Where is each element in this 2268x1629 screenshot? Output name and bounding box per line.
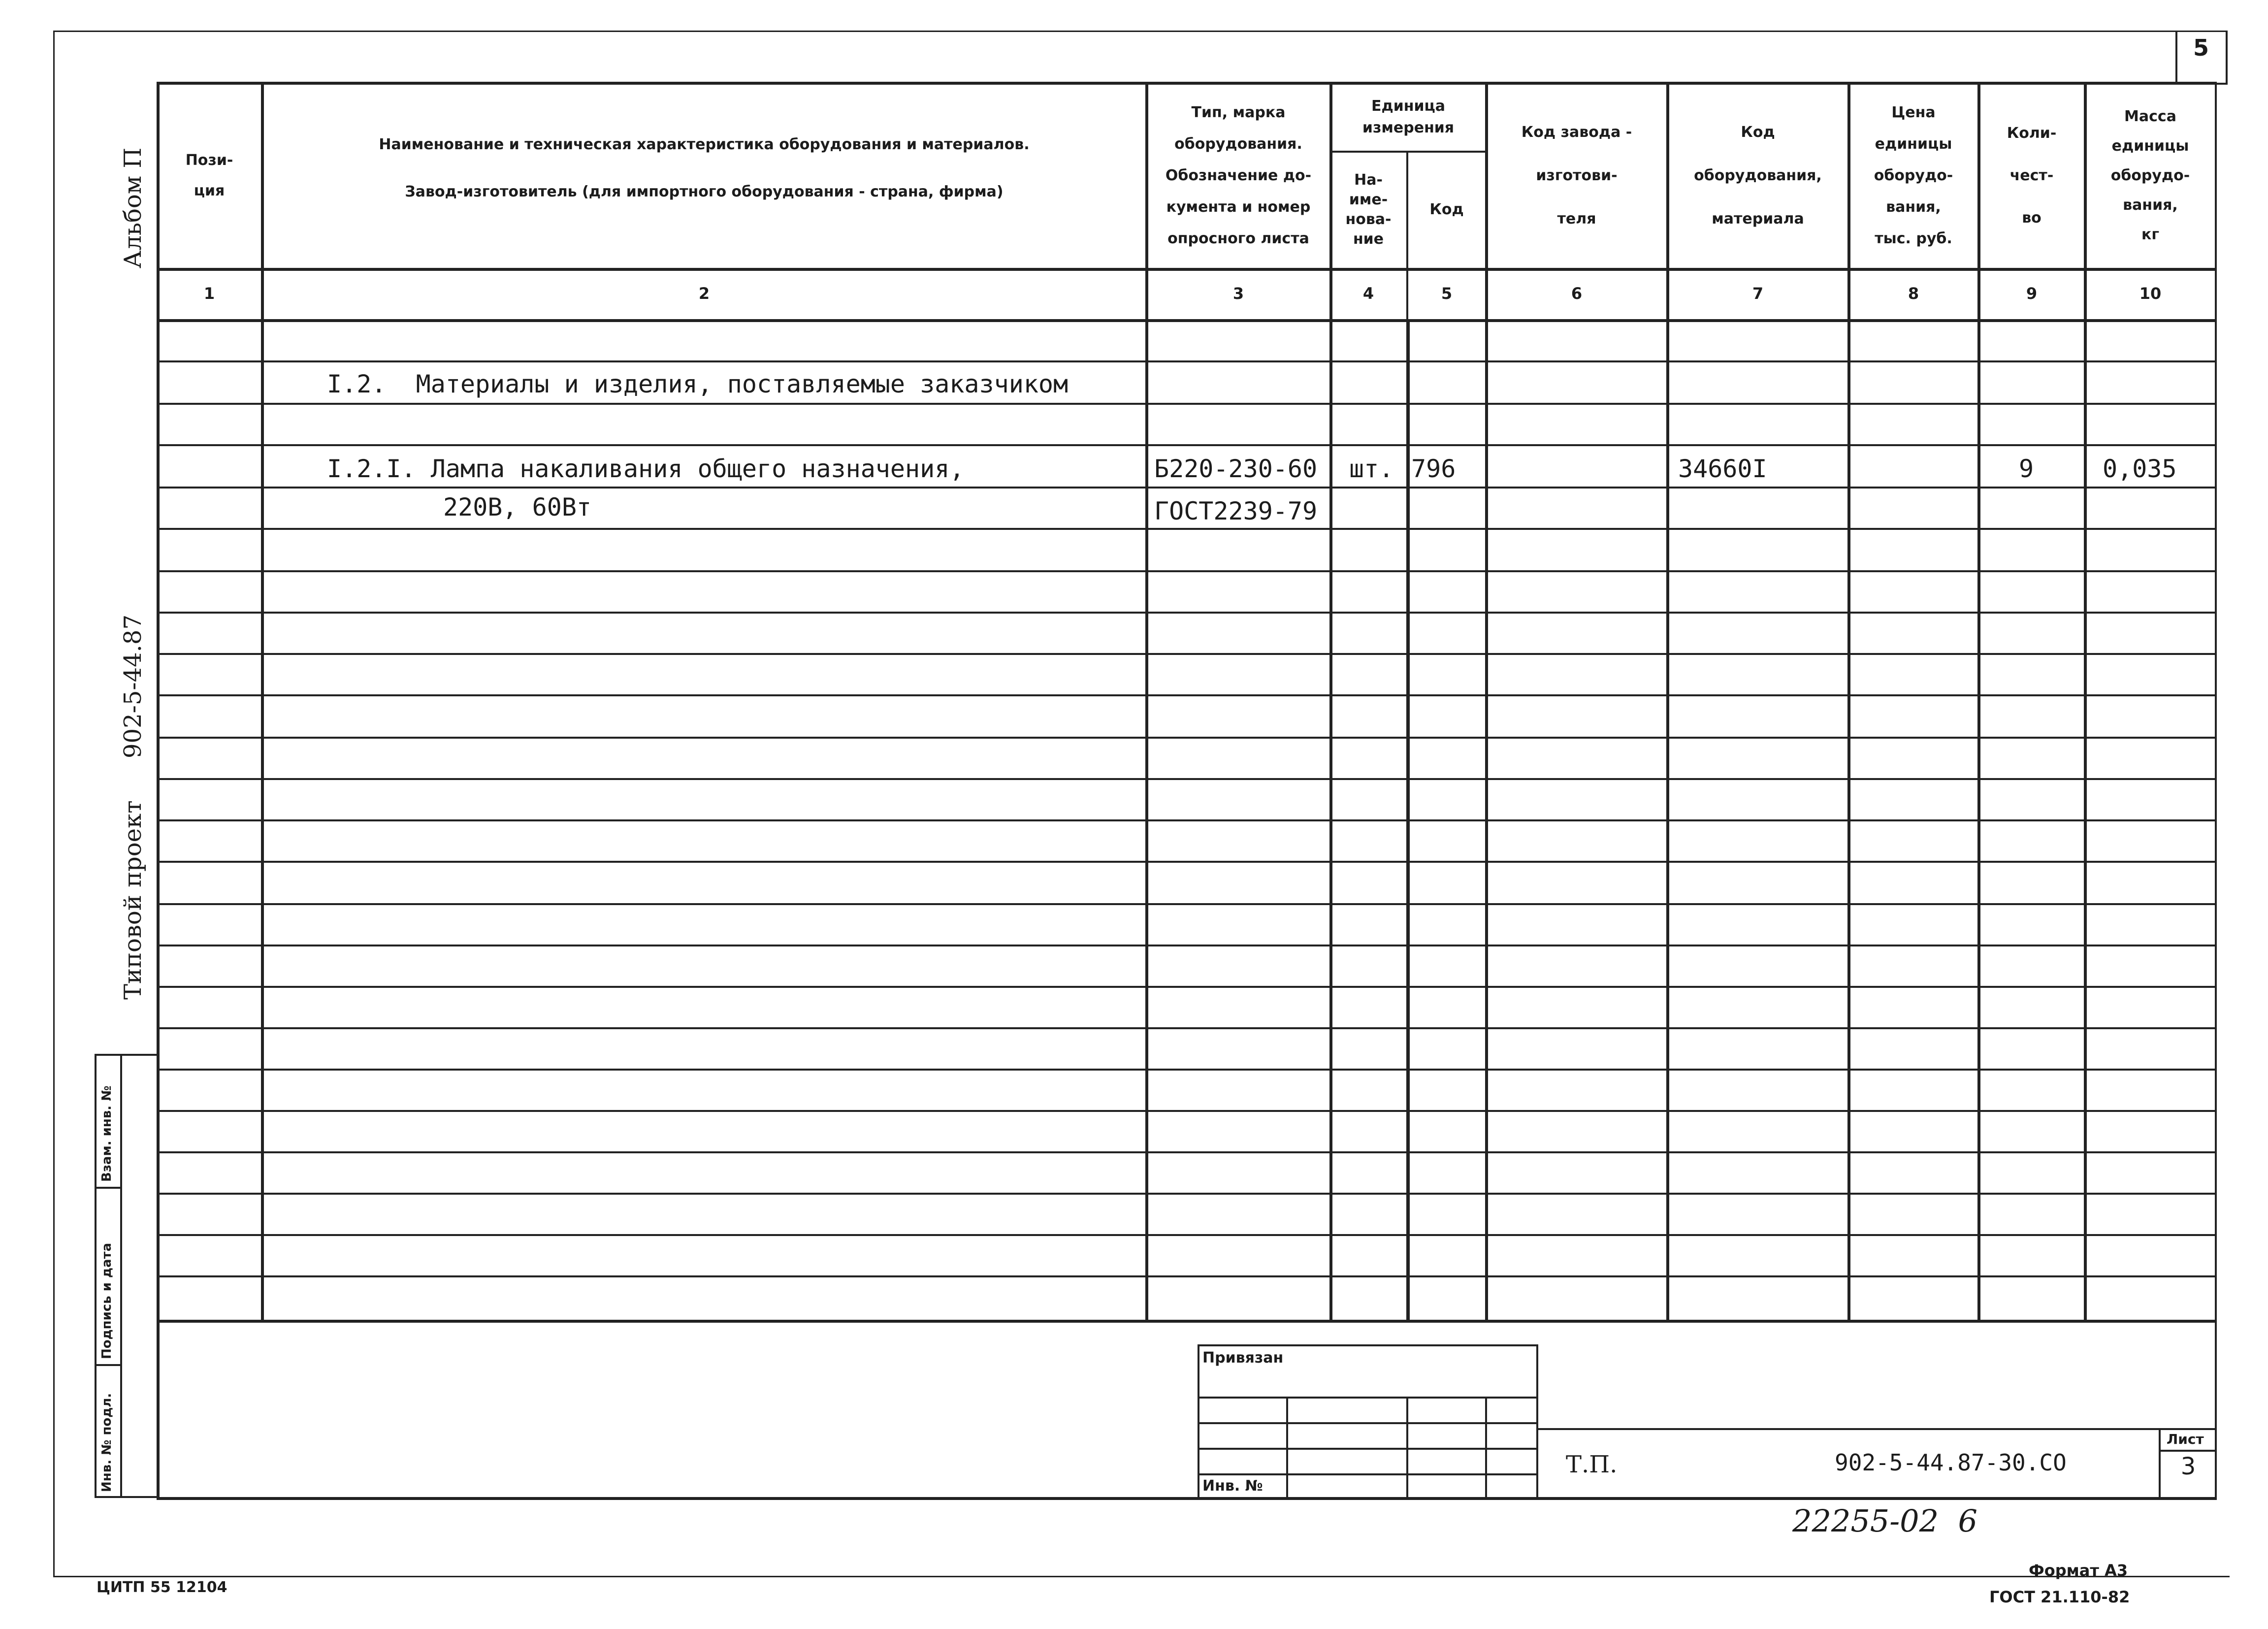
code-strip-top [1536,1428,2216,1430]
item-quantity: 9 [2019,455,2034,483]
row-line-15 [157,945,2217,946]
row-line-5 [157,528,2217,530]
row-line-23 [157,1275,2217,1277]
col-line-1 [261,82,264,1320]
side-code: 902-5-44.87 [119,614,147,758]
colnum-2: 2 [698,284,710,303]
priv-col-1 [1286,1397,1288,1498]
col-line-9 [2084,82,2087,1320]
stamp-div-2 [95,1364,122,1366]
row-line-17 [157,1027,2217,1029]
stamp-top [95,1054,158,1056]
priv-row-1 [1198,1397,1538,1399]
footer-gost: ГОСТ 21.110-82 [1989,1588,2130,1606]
col-line-6 [1666,82,1669,1320]
header-equipment-code: Код оборудования, материала [1694,124,1822,228]
row-line-18 [157,1069,2217,1071]
colnum-9: 9 [2026,284,2038,303]
colnum-3: 3 [1232,284,1244,303]
item-name-line2: 220В, 60Вт [443,493,592,521]
row-line-8 [157,653,2217,655]
row-line-2 [157,403,2217,405]
colnum-bottom [157,319,2217,322]
table-right [2215,82,2217,1498]
col-line-3 [1329,82,1332,1320]
row-line-10 [157,737,2217,739]
row-line-1 [157,360,2217,362]
header-type: Тип, марка оборудования. Обозначение до- кумента и номер опросного листа [1165,104,1312,247]
side-album: Альбом П [119,147,147,268]
row-line-20 [157,1151,2217,1153]
priv-top [1198,1344,1538,1346]
footer-left: ЦИТП 55 12104 [97,1579,227,1596]
item-type-line1: Б220-230-60 [1154,455,1318,483]
sheet-value: 3 [2180,1453,2196,1480]
row-line-9 [157,694,2217,696]
section-title: I.2. Материалы и изделия, поставляемые заказчиком [327,370,1069,398]
item-equipment-code: 34660I [1678,455,1767,483]
doc-code: 902-5-44.87-30.СО [1835,1449,2067,1476]
row-line-3 [157,444,2217,446]
tp-label: Т.П. [1566,1451,1618,1478]
stamp-col-left [95,1054,97,1497]
item-mass: 0,035 [2103,455,2177,483]
sheet-number: 5 [2193,34,2209,61]
frame-left [53,31,55,1577]
colnum-8: 8 [1908,284,1919,303]
priv-col-3 [1485,1397,1487,1498]
stamp-label-vzam: Взам. инв. № [99,1085,114,1182]
header-name: Наименование и техническая характеристика оборудования и материалов. Завод-изготовитель (для импортного оборудования - страна, фирма) [379,136,1030,200]
row-line-14 [157,903,2217,905]
col-line-2 [1145,82,1148,1320]
item-unit-name: шт. [1349,455,1394,483]
handwritten-number: 22255-02 6 [1792,1503,1977,1539]
colnum-10: 10 [2139,284,2162,303]
frame-bottom [53,1576,2230,1577]
row-line-6 [157,570,2217,572]
colnum-4: 4 [1362,284,1374,303]
item-unit-code: 796 [1411,455,1456,483]
priv-row-4 [1198,1473,1538,1475]
item-type-line2: ГОСТ2239-79 [1154,497,1318,525]
header-unit-name: На- име- нова- ние [1345,171,1392,248]
row-line-16 [157,986,2217,988]
col-line-5 [1485,82,1488,1320]
side-project: Типовой проект [119,800,147,1000]
row-line-22 [157,1234,2217,1236]
inv-no-label: Инв. № [1202,1477,1263,1495]
header-unit-group: Единица измерения [1362,98,1455,136]
header-bottom [157,268,2217,271]
header-mass: Масса единицы оборудо- вания, кг [2110,108,2190,243]
row-line-11 [157,778,2217,780]
item-name-line1: I.2.I. Лампа накаливания общего назначения, [327,455,965,483]
priv-row-3 [1198,1448,1538,1450]
stamp-div-1 [95,1187,122,1189]
tb-bottom [157,1497,2217,1500]
colnum-6: 6 [1571,284,1583,303]
row-line-12 [157,819,2217,821]
footer-format: Формат А3 [2029,1561,2128,1580]
sheet-cell-divider [2159,1450,2217,1452]
row-line-7 [157,612,2217,614]
sheet-number-box-right [2226,31,2228,84]
row-line-21 [157,1193,2217,1195]
col-line-8 [1977,82,1980,1320]
header-price: Цена единицы оборудо- вания, тыс. руб. [1874,104,1953,247]
col-line-7 [1847,82,1850,1320]
header-position: Пози- ция [185,152,233,199]
row-line-4 [157,487,2217,489]
row-line-19 [157,1110,2217,1112]
colnum-7: 7 [1752,284,1764,303]
stamp-col-mid [120,1054,122,1497]
row-line-13 [157,861,2217,863]
priv-row-2 [1198,1422,1538,1424]
stamp-bottom [95,1496,158,1498]
priv-col-2 [1406,1397,1408,1498]
stamp-label-podpis: Подпись и дата [99,1242,114,1359]
table-body-bottom [157,1320,2217,1323]
frame-top [54,31,2226,32]
privyazan-label: Привязан [1202,1349,1284,1367]
header-factory-code: Код завода - изготови- теля [1521,124,1632,228]
header-quantity: Коли- чест- во [2007,125,2057,227]
colnum-1: 1 [203,284,215,303]
stamp-label-inv: Инв. № подл. [99,1393,114,1492]
header-unit-code: Код [1429,201,1464,218]
sheet-label: Лист [2167,1431,2204,1447]
colnum-5: 5 [1441,284,1453,303]
